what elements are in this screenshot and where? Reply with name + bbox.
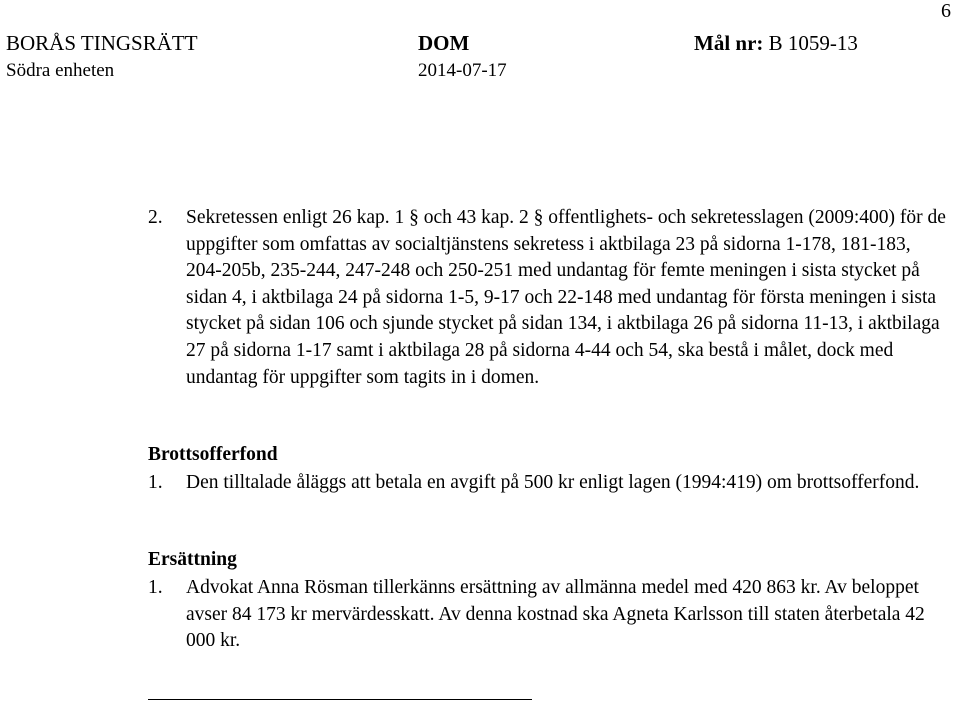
page-number: 6	[941, 0, 951, 22]
case-number	[694, 31, 858, 56]
document-date: 2014-07-17	[418, 60, 507, 81]
case-number-label: Mål nr:	[694, 31, 764, 55]
item-number: 1.	[148, 472, 163, 493]
victim-fund-item	[148, 470, 948, 497]
secrecy-item	[148, 205, 948, 391]
heading-compensation: Ersättning	[148, 549, 237, 570]
case-number-value: B 1059-13	[768, 31, 858, 55]
item-number: 1.	[148, 577, 163, 598]
item-text: Den tilltalade åläggs att betala en avgift på 500 kr enligt lagen (1994:419) om brottsofferfond.	[186, 472, 920, 493]
heading-victim-fund: Brottsofferfond	[148, 444, 278, 465]
compensation-item	[148, 575, 948, 655]
item-number: 2.	[148, 207, 163, 228]
item-text: Sekretessen enligt 26 kap. 1 § och 43 kap. 2 § offentlighets- och sekretesslagen (2009:400) för de uppgifter som omfattas av socialtjänstens sekretess i aktbilaga 23 på sidorna 1-178, 181-183, 204-205b, 235-244, 247-248 och 250-251 med undantag för femte meningen i sista stycket på sidan 4, i aktbilaga 24 på sidorna 1-5, 9-17 och 22-148 med undantag för första meningen i sista stycket på sidan 106 och sjunde stycket på sidan 134, i aktbilaga 26 på sidorna 11-13, i aktbilaga 27 på sidorna 1-17 samt i aktbilaga 28 på sidorna 4-44 och 54, ska bestå i målet, dock med undantag för uppgifter som tagits in i domen.	[186, 207, 946, 388]
document-type: DOM	[418, 31, 470, 55]
item-text: Advokat Anna Rösman tillerkänns ersättning av allmänna medel med 420 863 kr. Av beloppet avser 84 173 kr mervärdesskatt. Av denna kostnad ska Agneta Karlsson till staten återbetala 42 000 kr.	[186, 577, 925, 652]
court-unit: Södra enheten	[6, 60, 115, 81]
court-name: BORÅS TINGSRÄTT	[6, 31, 198, 55]
footnote-separator	[148, 699, 532, 700]
